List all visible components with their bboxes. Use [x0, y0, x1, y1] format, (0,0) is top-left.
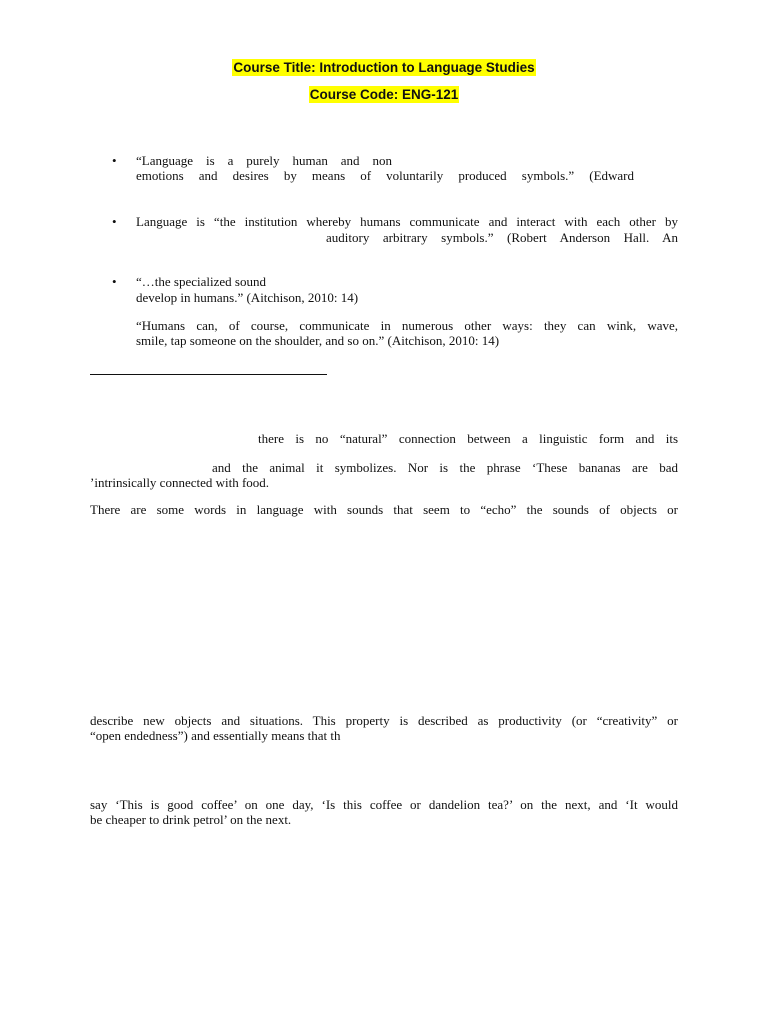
onomatopoeia-paragraph-line-1: There are some words in language with sounds that seem to “echo” the sounds of objects or	[90, 502, 678, 517]
coffee-paragraph-line-1: say ‘This is good coffee’ on one day, ‘Is this coffee or dandelion tea?’ on the next, and ‘It would	[90, 797, 678, 812]
course-title	[0, 60, 768, 75]
bananas-paragraph-line-2: ’intrinsically connected with food.	[90, 475, 270, 490]
arbitrariness-paragraph-line-1: there is no “natural” connection between a linguistic form and its	[258, 431, 678, 446]
section-divider	[90, 374, 327, 375]
definition-2-line-2: auditory arbitrary symbols.” (Robert Anderson Hall. An	[326, 230, 678, 245]
course-code-text: Course Code: ENG-121	[309, 87, 459, 102]
aitchison-quote-line-2: smile, tap someone on the shoulder, and so on.” (Aitchison, 2010: 14)	[136, 333, 500, 348]
bananas-paragraph-line-1: and the animal it symbolizes. Nor is the phrase ‘These bananas are bad	[212, 460, 678, 475]
course-title-text: Course Title: Introduction to Language Studies	[233, 60, 535, 75]
definition-2-line-1: Language is “the institution whereby humans communicate and interact with each other by	[136, 214, 678, 229]
definition-1-line-1: “Language is a purely human and non	[136, 153, 392, 168]
bullet-marker: •	[112, 274, 117, 289]
productivity-paragraph-line-1: describe new objects and situations. This property is described as productivity (or “creativity” or	[90, 713, 678, 728]
definition-1-line-2: emotions and desires by means of voluntarily produced symbols.” (Edward	[136, 168, 634, 183]
coffee-paragraph-line-2: be cheaper to drink petrol’ on the next.	[90, 812, 292, 827]
productivity-paragraph-line-2: “open endedness”) and essentially means that th	[90, 728, 341, 743]
bullet-marker: •	[112, 153, 117, 168]
course-code	[0, 87, 768, 102]
definition-3-line-2: develop in humans.” (Aitchison, 2010: 14)	[136, 290, 359, 305]
definition-3-line-1: “…the specialized sound	[136, 274, 266, 289]
bullet-marker: •	[112, 214, 117, 229]
aitchison-quote-line-1: “Humans can, of course, communicate in numerous other ways: they can wink, wave,	[136, 318, 678, 333]
